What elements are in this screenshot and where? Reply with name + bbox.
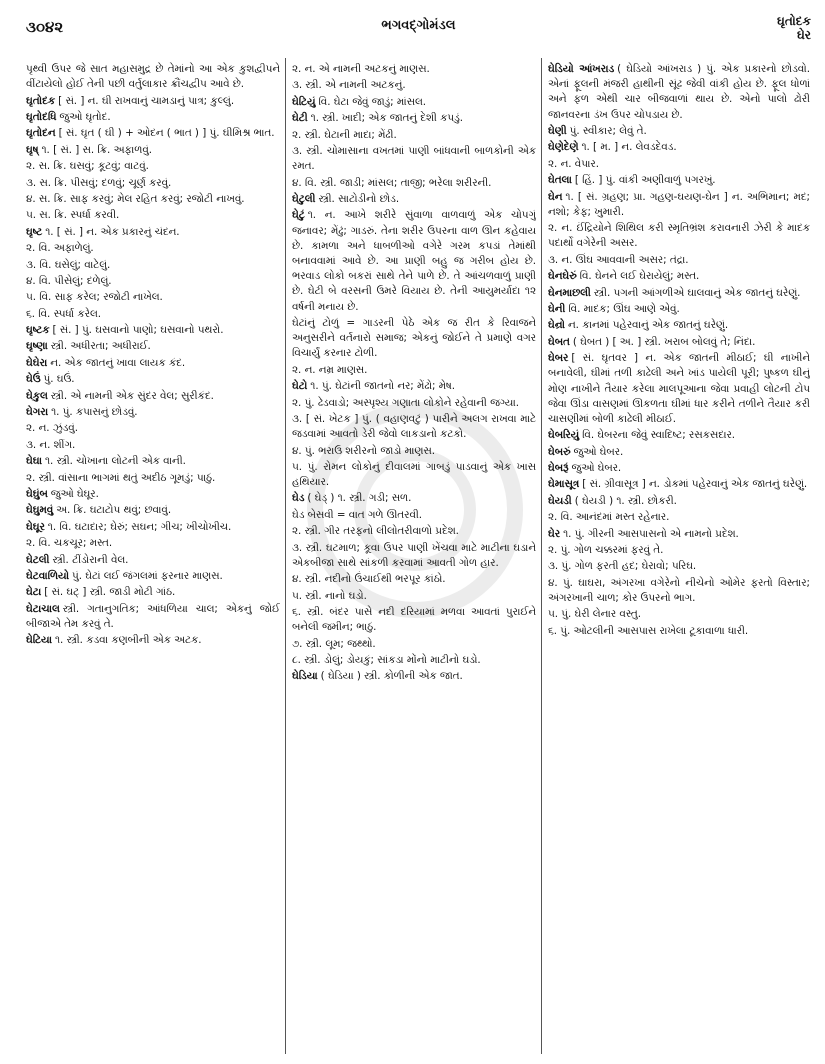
entry-headword: ઘેન <box>548 190 563 203</box>
entry-definition: ૨. ન. ઝુંડવું. <box>26 422 78 435</box>
dictionary-entry <box>548 253 810 268</box>
entry-definition: પૃથ્વી ઉપર જે સાત મહાસમુદ્ર છે તેમાંનો આ એક કુશદ્વીપને વીંટાયેલો હોઈ તેની પછી વર્તુલાકાર ક્રૌંચદ્વીપ આવે છે. <box>26 63 280 91</box>
entry-definition: ૭. સ્ત્રી. લૂમ; જથ્થો. <box>292 637 376 650</box>
entry-headword: ઘેટુલી <box>292 192 316 205</box>
entry-headword: ઘેટિયું <box>292 95 316 108</box>
dictionary-entry <box>292 176 536 191</box>
dictionary-entry <box>26 520 280 535</box>
entry-definition: ૨. ન. નમ્ર માણસ. <box>292 363 368 376</box>
entry-headword: ઘેડિયો આંખરાડ <box>548 63 615 75</box>
dictionary-entry <box>292 95 536 110</box>
entry-definition: [ સં. ઘટ્ ] સ્ત્રી. જાડી મોટી ગાંઠ. <box>44 586 176 599</box>
entry-definition: ૧. [ સં. ] સ. ક્રિ. અફાળવું. <box>41 143 153 156</box>
entry-definition: ૩. સ્ત્રી. એ નામની અટકનું. <box>292 79 406 92</box>
dictionary-entry <box>26 389 280 404</box>
entry-definition: ૨. વિ. અફાળેલું. <box>26 242 94 255</box>
entry-headword: ઘેણેદેણે <box>548 141 579 154</box>
dictionary-entry <box>292 491 536 506</box>
entry-definition: ૪. સ્ત્રી. નદીનો ઉંચાઈથી ભરપૂર કાંઠો. <box>292 573 446 586</box>
entry-headword: ઘેબરિયું <box>548 429 580 442</box>
column-2 <box>292 62 536 1052</box>
dictionary-entry <box>548 335 810 350</box>
entry-definition: ૫. પું. ઘેરી લેનાર વસ્તુ. <box>548 608 641 621</box>
dictionary-entry <box>548 543 810 558</box>
entry-headword: ઘેયડી <box>548 494 572 507</box>
dictionary-entry <box>26 421 280 436</box>
entry-headword: ઘેઘા <box>26 455 42 468</box>
dictionary-entry <box>548 269 810 284</box>
entry-definition: સ્ત્રી. અધીરતા; અધીરાઈ. <box>50 340 151 353</box>
entry-definition: ( ઘેડિયો આંખરાડ ) પું. એક પ્રકારનો છોડવો. એનાં ફૂલની મંજરી હાથીની સૂંઢ જેવી વાંકી હોય છે. ફૂલ ધોળાં અને ફળ એથી ચાર બીજવાળાં થાય છે. એનો પાલો ઢોરી જાનવરના ડંખ ઉપર ચોપડાય છે. <box>548 63 810 121</box>
entry-definition: ૨. સ્ત્રી. ઘેટાની માદા; મેંઢી. <box>292 128 397 141</box>
entry-definition: ૨. સ. ક્રિ. ઘસવું; કૂટવું; વાટવું. <box>26 160 149 173</box>
dictionary-entry <box>26 356 280 371</box>
entry-headword: ઘૃષ્ <box>26 143 39 156</box>
entry-definition: જુઓ ઘેબર. <box>573 445 624 458</box>
entry-definition: ૨. ન. એ નામની અટકનું માણસ. <box>292 63 430 75</box>
entry-definition: ૩. ન. શીંગ. <box>26 438 76 451</box>
dictionary-entry <box>26 307 280 322</box>
entry-definition: ૪. પું. ઘાઘરા, અંગરખા વગેરેનો નીચેનો ઓમેર ફરતો વિસ્તાર; અંગરખાની ચાળ; કોર ઉપરનો ભાગ. <box>548 576 810 605</box>
entry-definition: ૨. વિ. ચકચૂર; મસ્ત. <box>26 537 113 550</box>
dictionary-entry <box>26 487 280 502</box>
entry-definition: જુઓ ઘૃતોદ. <box>59 110 111 123</box>
guide-words <box>777 14 811 42</box>
entry-headword: ઘેઘુંબ <box>26 487 48 500</box>
dictionary-entry <box>548 157 810 172</box>
dictionary-entry <box>548 527 810 542</box>
dictionary-entry <box>26 569 280 584</box>
entry-headword: ઘેનમાછલી <box>548 286 591 299</box>
entry-definition: ( ઘેયડી ) ૧. સ્ત્રી. છોકરી. <box>574 494 677 507</box>
entry-headword: ઘેબર <box>548 352 569 365</box>
entry-definition: ૨. સ્ત્રી. ગીર તરફનો લીલોતરીવાળો પ્રદેશ. <box>292 525 459 538</box>
dictionary-entry <box>292 524 536 539</box>
dictionary-entry <box>548 461 810 476</box>
entry-headword: ઘેટલી <box>26 553 50 566</box>
entry-definition: પું. સ્વીકાર; લેવું તે. <box>569 125 647 137</box>
dictionary-entry <box>292 208 536 314</box>
dictionary-entry <box>292 62 536 77</box>
entry-definition: ૩. સ. ક્રિ. પીસવું; દળવું; ચૂર્ણ કરવું. <box>26 176 172 189</box>
entry-headword: ઘેબત <box>548 335 570 348</box>
entry-definition: ૧. સ્ત્રી. ચોખાના લોટની એક વાની. <box>44 455 186 468</box>
dictionary-entry <box>292 111 536 126</box>
entry-headword: ઘેટા <box>26 586 42 599</box>
entry-definition: ૩. [ સં. ખેટક ] પું. ( વહાણવટું ) પારીને અલગ રાખવા માટે જડવામાં આવતો ડેરી જેવો લાકડાનો કટકો. <box>292 412 536 441</box>
dictionary-entry <box>26 503 280 518</box>
entry-definition: ૨. ન. ઈંદ્રિયોને શિથિલ કરી સ્મૃતિભ્રંશ કરાવનારી ઝેરી કે માદક પદાર્થો વગેરેની અસર. <box>548 222 810 250</box>
entry-headword: ઘેમાસૂત્ર <box>548 478 580 491</box>
entry-definition: ૧. વિ. ઘટાદાર; ઘેરું; સઘન; ગીચ; ખીચોખીચ. <box>47 520 232 533</box>
dictionary-entry <box>292 460 536 490</box>
dictionary-entry <box>292 589 536 604</box>
entry-definition: વિ. ઘેટા જેવું જાડું; માંસલ. <box>318 95 427 108</box>
entry-headword: ઘેતલા <box>548 174 572 187</box>
dictionary-entry <box>26 192 280 207</box>
dictionary-entry <box>292 444 536 459</box>
entry-definition: વિ. ઘેનને લઈ ઘેરાયેલું; મસ્ત. <box>579 270 700 283</box>
entry-definition: [ સં. ગ્રીવાસૂત્ર ] ન. ડોકમાં પહેરવાનું એક જાતનું ઘરેણું. <box>582 478 808 491</box>
dictionary-entry <box>548 173 810 188</box>
guide-word-bottom: ઘેર <box>796 28 811 42</box>
dictionary-entry <box>26 602 280 632</box>
dictionary-entry <box>26 176 280 191</box>
dictionary-entry <box>26 143 280 158</box>
dictionary-entry <box>548 221 810 251</box>
entry-definition: ૬. વિ. સ્પર્ધા કરેલ. <box>26 307 102 320</box>
entry-headword: ઘેટિયા <box>26 634 52 647</box>
dictionary-entry <box>26 274 280 289</box>
entry-definition: ૧. [ મ. ] ન. લેવડદેવડ. <box>581 141 677 154</box>
dictionary-entry <box>26 159 280 174</box>
dictionary-entry <box>26 62 280 92</box>
dictionary-entry <box>292 637 536 652</box>
dictionary-entry <box>292 508 536 523</box>
column-1 <box>26 62 280 1052</box>
entry-definition: ન. કાનમાં પહેરવાનું એક જાતનું ઘરેણું. <box>567 319 729 332</box>
guide-word-top: ઘૃતોદક <box>777 14 811 28</box>
entry-definition: ૪. પું. ભરાઉ શરીરનો જાડો માણસ. <box>292 444 435 457</box>
entry-definition: [ સં. ] ન. ઘી રાખવાનું ચામડાનું પાત્ર; કુલ્લું. <box>58 94 235 107</box>
entry-headword: ઘેગરા <box>26 406 49 419</box>
entry-definition: ૨. સ્ત્રી. વાંસાના ભાગમાં થતું અદીઠ ગૂમડું; પાઠું. <box>26 471 216 484</box>
dictionary-entry <box>548 318 810 333</box>
dictionary-entry <box>548 576 810 606</box>
dictionary-entry <box>26 323 280 338</box>
dictionary-entry <box>292 396 536 411</box>
entry-definition: સ્ત્રી. ગતાનુગતિક; આંધળિયા ચાલ; એકનું જોઈ બીજાએ તેમ કરવું તે. <box>26 602 280 630</box>
dictionary-entry <box>26 241 280 256</box>
entry-definition: ૫. સ. ક્રિ. સ્પર્ધા કરવી. <box>26 209 120 222</box>
entry-definition: ૩. પું. ગોળ ફરતી હદ; ઘેરાવો; પરિઘ. <box>548 560 697 573</box>
entry-definition: ૪. સ. ક્રિ. સાફ કરવું; મેલ રહિત કરવું; રજોટી નાખવું. <box>26 192 245 205</box>
entry-definition: ૩. સ્ત્રી. ઘટમાળ; કૂવા ઉપર પાણી ખેંચવા માટે માટીના ઘડાને એકબીજા સાથે સાંકળી કરવામાં આવતી ગોળ હાર. <box>292 541 536 569</box>
entry-definition: સ્ત્રી. એ નામની એક સુંદર વેલ; સુરીકંદ. <box>50 389 214 402</box>
entry-definition: સ્ત્રી. પગની આંગળીએ ઘાલવાનું એક જાતનું ઘરેણું. <box>593 286 801 299</box>
entry-definition: પું. ઘેટાં લઈ જંગલમાં ફરનાર માણસ. <box>72 569 223 582</box>
dictionary-entry <box>548 351 810 427</box>
dictionary-entry <box>26 553 280 568</box>
entry-headword: ઘેણી <box>548 125 567 137</box>
dictionary-entry <box>292 78 536 93</box>
page-header <box>26 14 811 44</box>
dictionary-entry <box>548 624 810 639</box>
entry-headword: ઘેટી <box>292 112 308 125</box>
dictionary-entry <box>26 258 280 273</box>
entry-headword: ઘૃતોદન <box>26 127 56 140</box>
entry-headword: ઘેટવાળિયો <box>26 569 70 582</box>
dictionary-entry <box>26 454 280 469</box>
entry-headword: ઘેડિયા <box>292 670 318 683</box>
dictionary-entry <box>548 286 810 301</box>
entry-headword: ઘૃષ્ણા <box>26 340 48 353</box>
entry-definition: ૧. [ સં. ગ્રહણ; પ્રા. ગહણ-ઘયણ-ઘેન ] ન. અભિમાન; મદ; નશો; કેફ; ખુમારી. <box>548 190 810 218</box>
dictionary-entry <box>548 445 810 460</box>
entry-definition: ૫. સ્ત્રી. નાનો ઘડો. <box>292 589 367 602</box>
entry-definition: ૨. પું. ગોળ ચક્કરમાં ફરવું તે. <box>548 544 664 557</box>
entry-definition: ૬. સ્ત્રી. બંદર પાસે નદી દરિયામાં મળવા આવતાં પુરાઈને બનેલી જમીન; ભાઠું. <box>292 606 536 634</box>
dictionary-entry <box>548 510 810 525</box>
entry-headword: ઘૃષ્ટક <box>26 324 50 337</box>
dictionary-entry <box>26 536 280 551</box>
entry-headword: ઘેનઘેરું <box>548 270 577 283</box>
dictionary-entry <box>26 585 280 600</box>
dictionary-entry <box>292 128 536 143</box>
page-number: ૩૦૪૨ <box>26 18 64 36</box>
dictionary-entry <box>292 605 536 635</box>
dictionary-entry <box>26 225 280 240</box>
dictionary-entry <box>292 572 536 587</box>
running-title: ભગવદ્ગોમંડલ <box>381 18 456 33</box>
entry-headword: ઘેટો <box>292 380 308 393</box>
entry-headword: ઘેડ <box>292 492 305 505</box>
entry-definition: ૩. વિ. ઘસેલું; વાટેલું. <box>26 258 111 271</box>
entry-definition: ૩. સ્ત્રી. ચોમાસાના વખતમાં પાણી બાંધવાની બાળકોની એક રમત. <box>292 144 536 173</box>
entry-definition: ૧. સ્ત્રી. કડવા કણબીની એક અટક. <box>55 634 202 647</box>
dictionary-entry <box>548 559 810 574</box>
entry-definition: વિ. માદક; ઊંઘ આણે એવું. <box>568 302 680 315</box>
dictionary-entry <box>26 94 280 109</box>
entry-definition: [ હિં. ] પું. વાંકી અણીવાળું પગરખું. <box>574 174 716 187</box>
entry-definition: ૨. પું. ઢેડવાડો; અસ્પૃશ્ય ગણાતા લોકોને રહેવાની જગ્યા. <box>292 396 520 409</box>
entry-definition: સ્ત્રી. ટીંડોરાની વેલ. <box>52 553 129 566</box>
dictionary-entry <box>26 633 280 648</box>
entry-definition: ૫. વિ. સાફ કરેલ; રજોટી નાખેલ. <box>26 291 163 304</box>
dictionary-entry <box>548 62 810 123</box>
entry-definition: ૪. વિ. સ્ત્રી. જાડી; માંસલ; તાજી; ભરેલા શરીરની. <box>292 176 492 189</box>
dictionary-entry <box>292 653 536 668</box>
dictionary-entry <box>26 208 280 223</box>
entry-definition: [ સં. ઘૃત ( ઘી ) + ઓદન ( ભાત ) ] પું. ઘીમિશ્ર ભાત. <box>58 127 275 140</box>
dictionary-entry <box>548 428 810 443</box>
entry-definition: સ્ત્રી. સાટોડીનો છોડ. <box>318 192 400 205</box>
entry-definition: ૧. ન. આખે શરીરે સુંવાળા વાળવાળું એક ચોપગું જનાવર; મેંઢું; ગાડરું. તેના શરીર ઉપરના વાળ ઊન કહેવાય છે. કામળા અને ધાબળીઓ વગેરે ગરમ કપડાં તેમાંથી બનાવવામાં આવે છે. આ પ્રાણી બહુ જ ગરીબ હોય છે. ભરવાડ લોકો બકરાં સાથે તેને પાળે છે. તે આંચળવાળું પ્રાણી છે. ઘેટી બે વરસની ઉમરે વિયાય છે. તેની આયુમર્યાદા ૧૨ વર્ષની મનાય છે. <box>292 209 536 313</box>
dictionary-entry <box>26 126 280 141</box>
entry-headword: ઘેબરૂં <box>548 462 569 475</box>
entry-definition: ૧. પું. ઘેટાંની જાતનો નર; મેંઢો; મેષ. <box>310 380 456 393</box>
dictionary-entry <box>548 477 810 492</box>
entry-definition: ૧. [ સં. ] ન. એક પ્રકારનું ચંદન. <box>45 225 180 238</box>
column-3 <box>548 62 810 1052</box>
entry-definition: [ સં. ઘૃતવર ] ન. એક જાતની મીઠાઈ; ઘી નાખીને બનાવેલી, ઘીમાં તળી કાઢેલી અને ખાંડ પાયેલી પૂરી; પુષ્કળ ઘીનું મોણ નાખીને તૈયાર કરેલા માલપૂઆના જેવા પ્રવાહી લોટની ટોપ જેવા ઊંડા વાસણમાં ઊકળતા ઘીમાં ધાર કરીને તળીને તૈયાર કરી ચાસણીમાં બોળી કાઢેલી મીઠાઈ. <box>548 352 810 425</box>
entry-headword: ઘેઘેરા <box>26 356 48 369</box>
entry-definition: જુઓ ઘેઘૂર. <box>50 487 99 500</box>
entry-definition: ૧. પું. કપાસનું છોડવું. <box>51 406 138 419</box>
entry-headword: ઘૃતોદક <box>26 94 56 107</box>
dictionary-entry <box>548 607 810 622</box>
entry-headword: ઘેન્રો <box>548 319 565 332</box>
entry-definition: ઘેડ બેસવી = વાત ગળે ઊતરવી. <box>292 508 423 521</box>
dictionary-entry <box>292 363 536 378</box>
entry-headword: ઘેની <box>548 302 566 315</box>
entry-definition: ૧. સ્ત્રી. ખાદી; એક જાતનું દેશી કપડું. <box>310 112 464 125</box>
entry-definition: ૨. ન. વેપાર. <box>548 157 600 170</box>
entry-definition: ( ઘેડિયા ) સ્ત્રી. કોળીની એક જાત. <box>320 670 463 683</box>
entry-definition: ન. એક જાતનું ખાવા લાયક કંદ. <box>50 356 186 369</box>
dictionary-entry <box>548 494 810 509</box>
dictionary-entry <box>292 144 536 174</box>
entry-headword: ઘેઉં <box>26 373 41 386</box>
column-divider <box>285 58 286 1054</box>
entry-headword: ઘેઘુમવું <box>26 504 54 517</box>
dictionary-entry <box>548 140 810 155</box>
dictionary-entry <box>548 302 810 317</box>
entry-headword: ઘૃષ્ટ <box>26 225 43 238</box>
dictionary-entry <box>26 339 280 354</box>
entry-definition: ( ઘેડ્ ) ૧. સ્ત્રી. ગડી; સળ. <box>307 492 412 505</box>
entry-definition: ઘેટાંનું ટોળું = ગાડરની પેઠે એક જ રીત કે રિવાજને અનુસરીને વર્તનારો સમાજ; એકનું જોઈને તે પ્રમાણે વગર વિચાર્યું કરનાર ટોળી. <box>292 316 536 360</box>
entry-definition: વિ. ઘેબરના જેવું સ્વાદિષ્ટ; રસકસદાર. <box>582 429 736 442</box>
entry-headword: ઘેટું <box>292 209 305 222</box>
dictionary-entry <box>292 379 536 394</box>
entry-definition: ૨. વિ. આનંદમાં મસ્ત રહેનાર. <box>548 511 670 524</box>
entry-definition: ૪. વિ. પીસેલું; દળેલું. <box>26 274 112 287</box>
entry-definition: અ. ક્રિ. ઘટાટોપ થવું; છવાવું. <box>56 504 172 517</box>
entry-headword: ઘેઘૂર <box>26 520 45 533</box>
dictionary-entry <box>26 405 280 420</box>
entry-headword: ઘેર <box>548 527 561 540</box>
entry-headword: ઘેટાચાલ <box>26 602 60 615</box>
entry-headword: ઘૃતોદધિ <box>26 110 57 123</box>
dictionary-entry <box>26 290 280 305</box>
entry-definition: ( ઘેબત ) [ અ. ] સ્ત્રી. ખરાબ બોલવું તે; નિંદા. <box>572 335 756 348</box>
dictionary-entry <box>292 412 536 442</box>
entry-definition: ૮. સ્ત્રી. ડોલું; ડોયકું; સાંકડા મોંનો માટીનો ઘડો. <box>292 654 481 667</box>
dictionary-entry <box>292 669 536 684</box>
dictionary-entry <box>26 438 280 453</box>
dictionary-entry <box>292 316 536 362</box>
column-divider <box>541 58 542 1054</box>
dictionary-entry <box>548 190 810 220</box>
dictionary-entry <box>292 192 536 207</box>
dictionary-entry <box>26 471 280 486</box>
entry-definition: ૧. પું. ગીરની આસપાસનો એ નામનો પ્રદેશ. <box>563 527 739 540</box>
dictionary-entry <box>26 110 280 125</box>
entry-definition: જુઓ ઘેબર. <box>571 462 622 475</box>
entry-definition: [ સં. ] પું. ઘસવાનો પાણો; ઘસવાનો પથરો. <box>52 324 224 337</box>
entry-definition: ૫. પું. રોમન લોકોનું દીવાલમાં ગાબડું પાડવાનું એક ખાસ હથિયાર. <box>292 460 536 489</box>
entry-headword: ઘેબરું <box>548 445 571 458</box>
entry-headword: ઘેકુલ <box>26 389 48 402</box>
entry-definition: ૬. પું. ઓટલીની આસપાસ રાખેલા ટૂકાવાળા ધારી. <box>548 624 749 637</box>
entry-definition: ૩. ન. ઊંઘ આવવાની અસર; તંદ્રા. <box>548 253 689 266</box>
dictionary-entry <box>292 541 536 571</box>
entry-definition: પું. ઘઉં. <box>43 373 75 386</box>
dictionary-entry <box>548 124 810 139</box>
dictionary-entry <box>26 372 280 387</box>
